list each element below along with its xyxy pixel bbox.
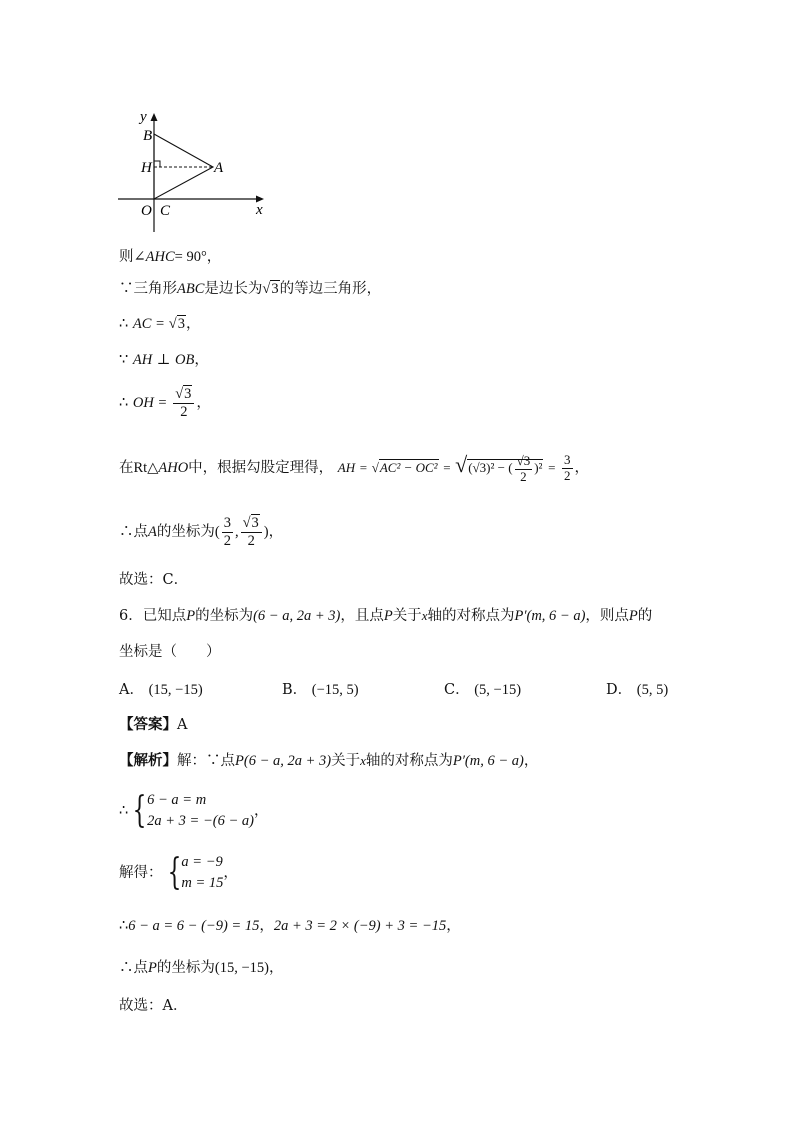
y-axis-arrow (151, 113, 158, 121)
answer-line: 【答案】A (119, 716, 188, 733)
coordinate-figure (110, 104, 280, 234)
final-choice: 故选：A． (119, 998, 188, 1014)
label-c: C (160, 203, 171, 219)
right-angle-mark (154, 161, 160, 167)
line-angle-ahc: 则∠AHC= 90°， (119, 249, 222, 265)
label-h: H (141, 160, 152, 176)
line-choice-c: 故选：C． (119, 572, 189, 588)
line-equilateral: ∵三角形ABC是边长为√3的等边三角形， (119, 281, 382, 297)
label-x: x (256, 202, 263, 218)
result-line: ∴点P的坐标为(15, −15)， (119, 960, 284, 976)
line-coordinate-a: ∴点A的坐标为( $\frac{3}{2}$ , $\frac{√3}{2}$ )， (119, 515, 284, 549)
calculation-line: ∴6 − a = 6 − (−9) = 15，2a + 3 = 2 × (−9) + 3 = −15， (119, 918, 461, 934)
line-pythagoras: 在Rt△AHO中，根据勾股定理得， AH = √AC² − OC² = √(√3)² − ( $\frac{√3}{2}$ )² = $\frac{3}{2}$ ， (119, 451, 590, 484)
equation-system: ∴ { 6 − a = m 2a + 3 = −(6 − a) ， (119, 790, 269, 832)
label-o: O (141, 203, 152, 219)
label-y: y (140, 109, 147, 125)
line-perpendicular: ∵ AH ⊥ OB， (119, 352, 209, 368)
option-c[interactable]: C． (5, −15) (444, 682, 522, 698)
question-6-line-2: 坐标是（ ） (119, 644, 221, 660)
line-oh: ∴ OH = $\frac{√3}{2}$ ， (119, 386, 211, 420)
option-b[interactable]: B． (−15, 5) (282, 682, 359, 698)
line-ac: ∴ AC = √3， (119, 316, 201, 332)
solution-system: 解得： { a = −9 m = 15 ， (119, 852, 238, 894)
option-d[interactable]: D． (5, 5) (606, 682, 669, 698)
analysis-line-1: 【解析】解：∵点P(6 − a, 2a + 3)关于x轴的对称点为P′(m, 6 − a)， (119, 752, 539, 769)
label-a: A (214, 160, 224, 176)
label-b: B (143, 128, 153, 144)
fraction-sqrt3-over-2: $\frac{√3}{2}$ (173, 386, 194, 420)
question-6-line-1: 6．已知点P的坐标为(6 − a, 2a + 3)，且点P关于x轴的对称点为P′(m, 6 − a)，则点P的 (119, 608, 653, 624)
option-a[interactable]: A． (15, −15) (119, 682, 203, 698)
